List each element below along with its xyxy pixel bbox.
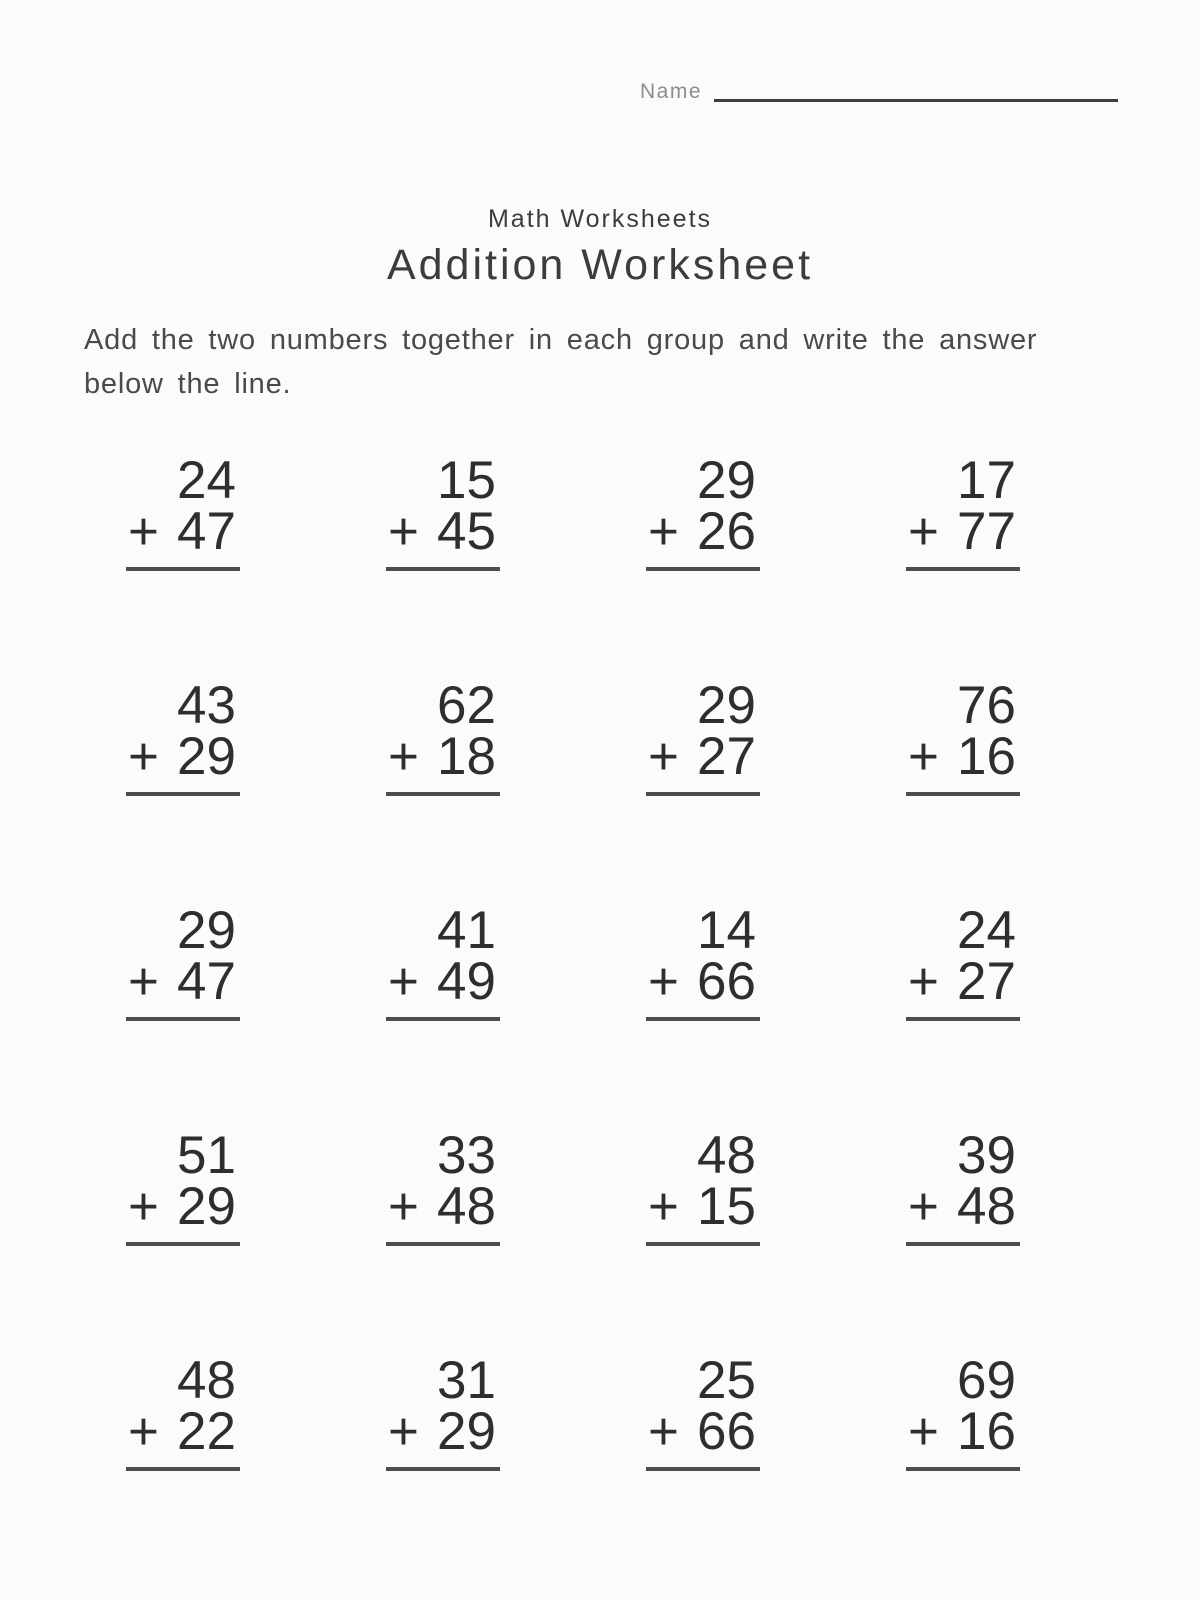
plus-sign: +	[648, 1177, 679, 1236]
addition-problem	[646, 451, 760, 680]
top-addend: 76	[957, 676, 1016, 735]
bottom-addend: 48	[437, 1177, 496, 1236]
plus-sign: +	[648, 502, 679, 561]
top-addend: 14	[697, 901, 756, 960]
addition-problem	[386, 676, 500, 905]
bottom-addend-row	[386, 1402, 500, 1461]
bottom-addend-row	[646, 727, 760, 786]
bottom-addend: 66	[697, 1402, 756, 1461]
addition-problem	[646, 901, 760, 1130]
name-blank-line[interactable]	[714, 99, 1118, 102]
problems-grid	[126, 451, 1166, 1580]
addition-problem	[906, 1351, 1020, 1580]
bottom-addend-row	[386, 727, 500, 786]
bottom-addend: 26	[697, 502, 756, 561]
bottom-addend: 48	[957, 1177, 1016, 1236]
bottom-addend: 15	[697, 1177, 756, 1236]
top-addend: 31	[437, 1351, 496, 1410]
bottom-addend-row	[906, 952, 1020, 1011]
worksheet-subtitle: Math Worksheets	[487, 205, 713, 233]
bottom-addend: 47	[177, 952, 236, 1011]
addition-problem	[646, 1351, 760, 1580]
top-addend: 15	[437, 451, 496, 510]
bottom-addend-row	[646, 502, 760, 561]
top-addend: 29	[177, 901, 236, 960]
answer-line[interactable]	[906, 1017, 1020, 1021]
answer-line[interactable]	[646, 1017, 760, 1021]
answer-line[interactable]	[126, 1467, 240, 1471]
top-addend: 48	[697, 1126, 756, 1185]
plus-sign: +	[388, 1402, 419, 1461]
top-addend: 43	[177, 676, 236, 735]
plus-sign: +	[908, 1402, 939, 1461]
bottom-addend-row	[126, 1402, 240, 1461]
top-addend: 24	[177, 451, 236, 510]
bottom-addend: 29	[177, 1177, 236, 1236]
bottom-addend: 45	[437, 502, 496, 561]
bottom-addend-row	[386, 502, 500, 561]
bottom-addend-row	[646, 1177, 760, 1236]
plus-sign: +	[648, 1402, 679, 1461]
addition-problem	[906, 1126, 1020, 1355]
bottom-addend: 77	[957, 502, 1016, 561]
answer-line[interactable]	[126, 792, 240, 796]
plus-sign: +	[128, 1402, 159, 1461]
top-addend: 41	[437, 901, 496, 960]
plus-sign: +	[908, 1177, 939, 1236]
page-title: Addition Worksheet	[386, 241, 814, 289]
addition-problem	[126, 451, 240, 680]
addition-problem	[906, 901, 1020, 1130]
worksheet-header	[0, 205, 1200, 290]
plus-sign: +	[648, 727, 679, 786]
addition-problem	[126, 901, 240, 1130]
answer-line[interactable]	[386, 792, 500, 796]
bottom-addend: 49	[437, 952, 496, 1011]
top-addend: 17	[957, 451, 1016, 510]
top-addend: 25	[697, 1351, 756, 1410]
plus-sign: +	[128, 502, 159, 561]
addition-problem	[906, 451, 1020, 680]
addition-problem	[646, 676, 760, 905]
answer-line[interactable]	[646, 1467, 760, 1471]
answer-line[interactable]	[646, 567, 760, 571]
plus-sign: +	[648, 952, 679, 1011]
addition-problem	[126, 1126, 240, 1355]
plus-sign: +	[128, 952, 159, 1011]
instructions-line-1: Add the two numbers together in each group and write the answer	[84, 324, 1038, 356]
bottom-addend: 29	[437, 1402, 496, 1461]
answer-line[interactable]	[386, 567, 500, 571]
answer-line[interactable]	[126, 1017, 240, 1021]
answer-line[interactable]	[386, 1467, 500, 1471]
top-addend: 51	[177, 1126, 236, 1185]
top-addend: 24	[957, 901, 1016, 960]
bottom-addend-row	[906, 502, 1020, 561]
answer-line[interactable]	[906, 792, 1020, 796]
name-field	[640, 80, 1118, 105]
top-addend: 29	[697, 676, 756, 735]
bottom-addend-row	[646, 1402, 760, 1461]
instructions-line-2: below the line.	[84, 368, 292, 400]
plus-sign: +	[908, 727, 939, 786]
bottom-addend-row	[126, 502, 240, 561]
bottom-addend: 27	[957, 952, 1016, 1011]
addition-problem	[906, 676, 1020, 905]
bottom-addend: 22	[177, 1402, 236, 1461]
answer-line[interactable]	[906, 567, 1020, 571]
answer-line[interactable]	[386, 1242, 500, 1246]
bottom-addend: 27	[697, 727, 756, 786]
answer-line[interactable]	[906, 1467, 1020, 1471]
addition-problem	[386, 1126, 500, 1355]
bottom-addend-row	[126, 952, 240, 1011]
plus-sign: +	[128, 1177, 159, 1236]
addition-problem	[386, 451, 500, 680]
bottom-addend-row	[386, 952, 500, 1011]
addition-problem	[386, 1351, 500, 1580]
answer-line[interactable]	[126, 567, 240, 571]
plus-sign: +	[908, 502, 939, 561]
bottom-addend-row	[906, 727, 1020, 786]
plus-sign: +	[128, 727, 159, 786]
bottom-addend-row	[126, 727, 240, 786]
plus-sign: +	[388, 1177, 419, 1236]
bottom-addend-row	[126, 1177, 240, 1236]
answer-line[interactable]	[646, 792, 760, 796]
bottom-addend: 66	[697, 952, 756, 1011]
plus-sign: +	[388, 502, 419, 561]
addition-problem	[646, 1126, 760, 1355]
bottom-addend-row	[386, 1177, 500, 1236]
answer-line[interactable]	[126, 1242, 240, 1246]
plus-sign: +	[388, 952, 419, 1011]
top-addend: 33	[437, 1126, 496, 1185]
answer-line[interactable]	[906, 1242, 1020, 1246]
bottom-addend: 47	[177, 502, 236, 561]
plus-sign: +	[388, 727, 419, 786]
bottom-addend: 16	[957, 727, 1016, 786]
top-addend: 29	[697, 451, 756, 510]
addition-problem	[126, 1351, 240, 1580]
top-addend: 48	[177, 1351, 236, 1410]
bottom-addend: 18	[437, 727, 496, 786]
bottom-addend-row	[646, 952, 760, 1011]
bottom-addend-row	[906, 1402, 1020, 1461]
answer-line[interactable]	[646, 1242, 760, 1246]
top-addend: 62	[437, 676, 496, 735]
top-addend: 39	[957, 1126, 1016, 1185]
instructions	[84, 318, 1084, 406]
name-label: Name	[640, 80, 703, 103]
addition-problem	[386, 901, 500, 1130]
plus-sign: +	[908, 952, 939, 1011]
bottom-addend: 29	[177, 727, 236, 786]
bottom-addend: 16	[957, 1402, 1016, 1461]
answer-line[interactable]	[386, 1017, 500, 1021]
bottom-addend-row	[906, 1177, 1020, 1236]
top-addend: 69	[957, 1351, 1016, 1410]
addition-problem	[126, 676, 240, 905]
